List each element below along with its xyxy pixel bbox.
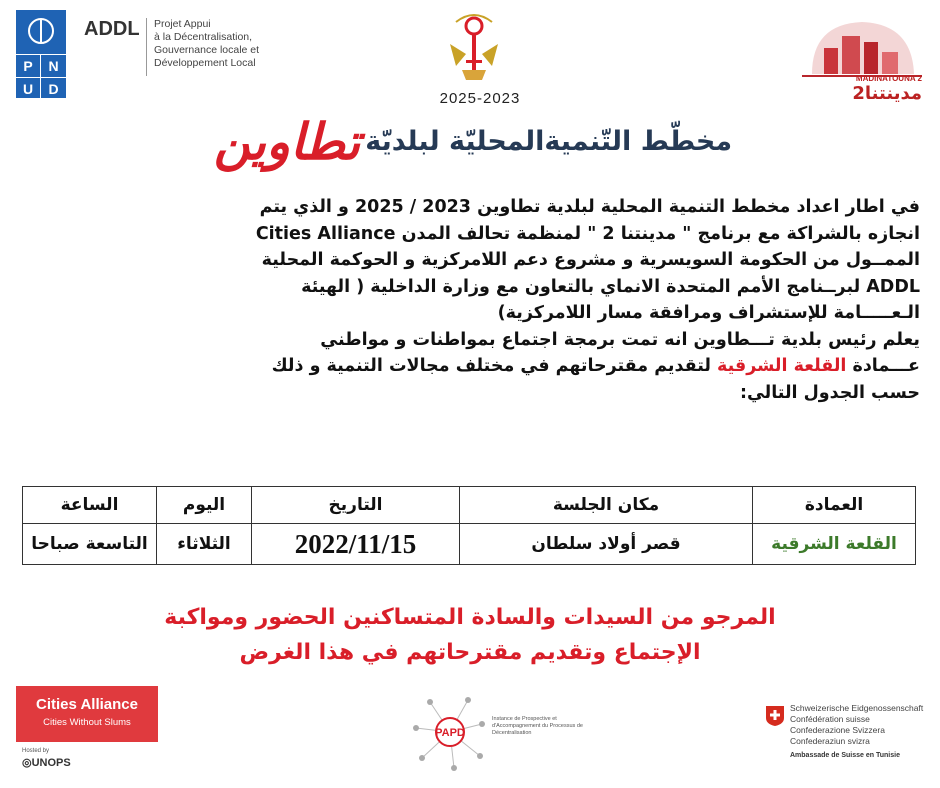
papd-description: Instance de Prospective et d'Accompagnement du Processus de Décentralisation: [492, 716, 583, 736]
swiss-line: Confédération suisse: [790, 714, 870, 724]
hosted-by-label: Hosted by: [22, 748, 50, 754]
header-date: التاريخ: [252, 487, 460, 524]
cell-day: الثلاثاء: [157, 524, 252, 565]
cell-time: التاسعة صباحا: [23, 524, 157, 565]
addl-description: [154, 18, 294, 70]
title-main: مخطّط التّنميةالمحليّة لبلديّة: [365, 126, 733, 157]
undp-letter: D: [41, 77, 66, 100]
cities-alliance-tagline: Cities Without Slums: [43, 717, 131, 728]
madinatouna-label-latin: MADINATOUNA 2: [855, 74, 922, 83]
swiss-embassy: Ambassade de Suisse en Tunisie: [790, 752, 900, 759]
unops-label: [22, 756, 71, 769]
body-line: الـعـــــامة للإستشراف ومرافقة مسار اللامركزية): [497, 303, 920, 323]
table-header-row: [23, 487, 916, 524]
unops-text: UNOPS: [31, 757, 71, 769]
papd-logo: [410, 690, 490, 774]
cities-alliance-name: Cities Alliance: [36, 696, 138, 713]
cta-line: الإجتماع وتقديم مقترحاتهم في هذا الغرض: [239, 640, 701, 665]
swiss-line: Confederaziun svizra: [790, 736, 870, 746]
cities-alliance-logo: [16, 686, 158, 742]
body-line: حسب الجدول التالي:: [739, 382, 920, 403]
addl-divider: [146, 18, 147, 76]
swiss-flag-icon: [766, 706, 784, 726]
body-line: ADDL لبرــنامج الأمم المتحدة الانماي بالتعاون مع وزارة الداخلية ( الهيئة: [301, 276, 920, 297]
madinatouna-label-arabic: مدينتنا2: [852, 83, 922, 104]
body-line: انجازه بالشراكة مع برنامج " مدينتنا 2 " لمنظمة تحالف المدن Cities Alliance: [255, 223, 920, 244]
svg-text:PAPD: PAPD: [435, 727, 465, 739]
undp-letter: P: [16, 54, 41, 77]
madinatouna-label: [804, 74, 922, 104]
addl-desc-line: Projet Appui: [154, 18, 211, 30]
addl-desc-line: à la Décentralisation,: [154, 31, 253, 43]
body-line: يعلم رئيس بلدية تـــطاوين انه تمت برمجة اجتماع بمواطنات و مواطني: [320, 329, 920, 350]
call-to-action: [60, 600, 880, 670]
plan-years: 2025-2023: [439, 90, 521, 107]
header-venue: مكان الجلسة: [460, 487, 753, 524]
title-city: تطاوين: [213, 112, 361, 171]
undp-letter: U: [16, 77, 41, 100]
addl-desc-line: Développement Local: [154, 57, 256, 69]
body-line7-start: عـــمادة: [852, 356, 920, 376]
undp-logo: [16, 10, 66, 98]
cell-date: 2022/11/15: [252, 524, 460, 565]
header-time: الساعة: [23, 487, 157, 524]
cell-venue: قصر أولاد سلطان: [460, 524, 753, 565]
body-line7-end: لتقديم مقترحاتهم في مختلف مجالات التنمية و ذلك: [271, 356, 711, 376]
unops-globe-icon: ◎: [22, 757, 32, 769]
body-line: [18, 353, 920, 380]
table-row: [23, 524, 916, 565]
announcement-body: [18, 194, 920, 406]
body-line: الممــول من الحكومة السويسرية و مشروع دعم اللامركزية و الحوكمة المحلية: [261, 250, 920, 270]
swiss-line: Schweizerische Eidgenossenschaft: [790, 703, 924, 713]
cell-sector: القلعة الشرقية: [753, 524, 916, 565]
meeting-schedule-table: [22, 486, 916, 565]
page-title: [200, 112, 740, 182]
globe-icon: [28, 18, 54, 44]
municipality-emblem: [436, 4, 512, 84]
highlighted-sector: القلعة الشرقية: [717, 356, 847, 376]
swiss-line: Confederazione Svizzera: [790, 725, 885, 735]
swiss-confederation: [790, 703, 923, 747]
undp-letter: N: [41, 54, 66, 77]
body-line: في اطار اعداد مخطط التنمية المحلية لبلدية تطاوين 2023 / 2025 و الذي يتم: [259, 197, 920, 217]
cta-line: المرجو من السيدات والسادة المتساكنين الحضور ومواكبة: [164, 605, 776, 630]
header-sector: العمادة: [753, 487, 916, 524]
addl-logo: ADDL: [84, 18, 140, 40]
header-day: اليوم: [157, 487, 252, 524]
addl-desc-line: Gouvernance locale et: [154, 44, 260, 56]
